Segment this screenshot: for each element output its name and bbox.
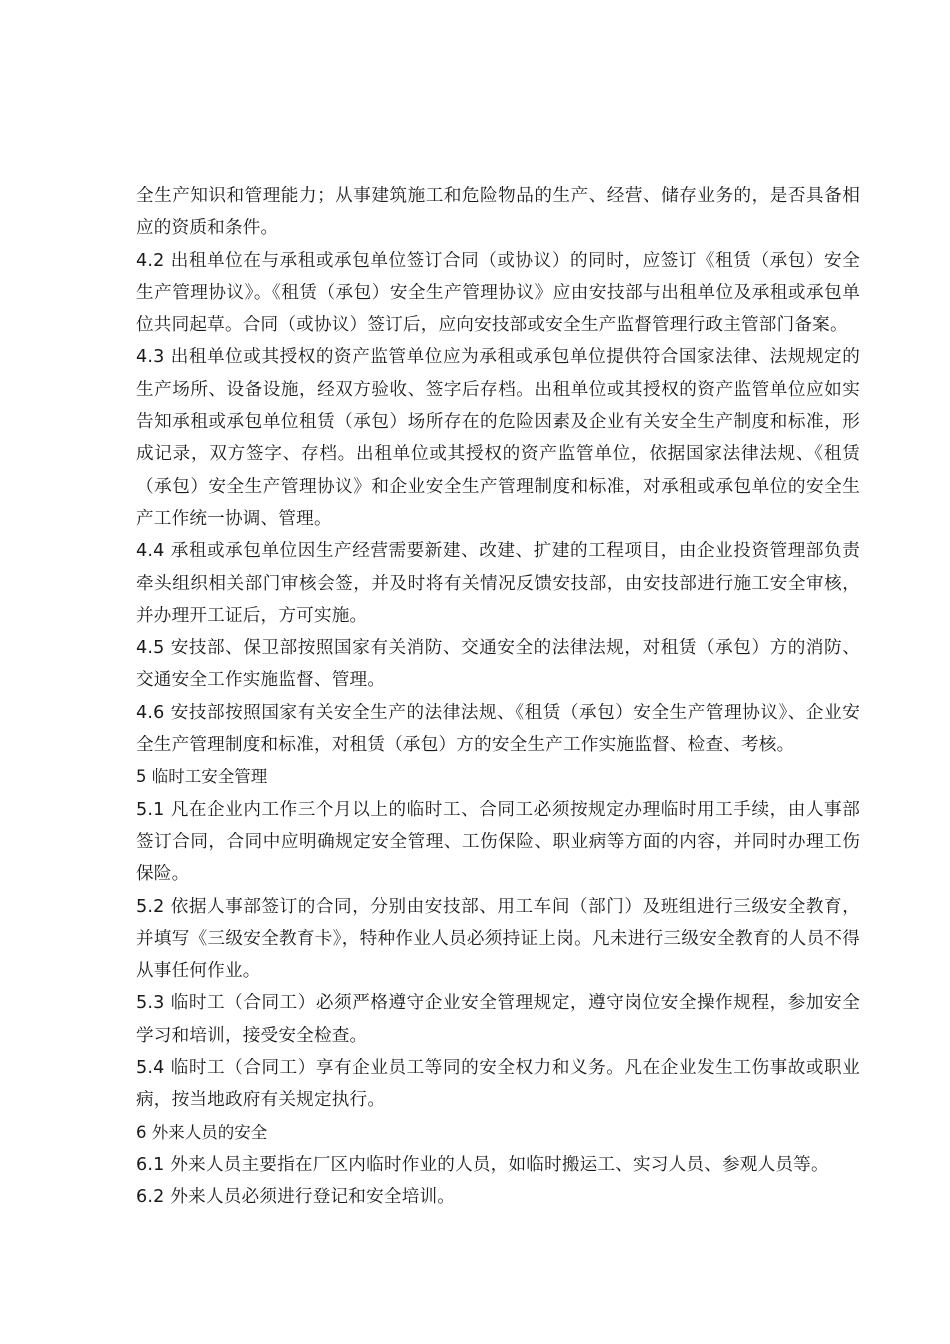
paragraph-4-3: 4.3 出租单位或其授权的资产监管单位应为承租或承包单位提供符合国家法律、法规规定的生产场所、设备设施，经双方验收、签字后存档。出租单位或其授权的资产监管单位应如实告知承租或承包单位租赁（承包）场所存在的危险因素及企业有关安全生产制度和标准，形成记录，双方签字、存档。出租单位或其授权的资产监管单位，依据国家法律法规、《租赁（承包）安全生产管理协议》和企业安全生产管理制度和标准，对承租或承包单位的安全生产工作统一协调、管理。	[136, 347, 860, 529]
paragraph-5-2: 5.2 依据人事部签订的合同，分别由安技部、用工车间（部门）及班组进行三级安全教育，并填写《三级安全教育卡》，特种作业人员必须持证上岗。凡未进行三级安全教育的人员不得从事任何作业。	[136, 896, 860, 982]
section-heading-6: 6 外来人员的安全	[136, 1122, 268, 1142]
paragraph-5-1: 5.1 凡在企业内工作三个月以上的临时工、合同工必须按规定办理临时用工手续，由人事部签订合同，合同中应明确规定安全管理、工伤保险、职业病等方面的内容，并同时办理工伤保险。	[136, 799, 860, 885]
paragraph-4-5: 4.5 安技部、保卫部按照国家有关消防、交通安全的法律法规，对租赁（承包）方的消防、交通安全工作实施监督、管理。	[136, 638, 860, 691]
paragraph-4-6: 4.6 安技部按照国家有关安全生产的法律法规、《租赁（承包）安全生产管理协议》、企业安全生产管理制度和标准，对租赁（承包）方的安全生产工作实施监督、检查、考核。	[136, 702, 860, 756]
paragraph-6-2: 6.2 外来人员必须进行登记和安全培训。	[136, 1187, 456, 1208]
paragraph-6-1: 6.1 外来人员主要指在厂区内临时作业的人员，如临时搬运工、实习人员、参观人员等。	[136, 1154, 829, 1175]
paragraph-4-2: 4.2 出租单位在与承租或承包单位签订合同（或协议）的同时，应签订《租赁（承包）安全生产管理协议》。《租赁（承包）安全生产管理协议》应由安技部与出租单位及承租或承包单位共同起草。合同（或协议）签订后，应向安技部或安全生产监督管理行政主管部门备案。	[136, 250, 860, 336]
paragraph-5-4: 5.4 临时工（合同工）享有企业员工等同的安全权力和义务。凡在企业发生工伤事故或职业病，按当地政府有关规定执行。	[136, 1058, 860, 1111]
section-heading-5: 5 临时工安全管理	[136, 767, 268, 787]
paragraph-4-4: 4.4 承租或承包单位因生产经营需要新建、改建、扩建的工程项目，由企业投资管理部负责牵头组织相关部门审核会签，并及时将有关情况反馈安技部，由安技部进行施工安全审核，并办理开工证后，方可实施。	[136, 541, 860, 626]
document-body	[136, 180, 860, 1214]
paragraph-continuation: 全生产知识和管理能力；从事建筑施工和危险物品的生产、经营、储存业务的，是否具备相应的资质和条件。	[136, 186, 860, 239]
paragraph-5-3: 5.3 临时工（合同工）必须严格遵守企业安全管理规定，遵守岗位安全操作规程，参加安全学习和培训，接受安全检查。	[136, 993, 860, 1046]
